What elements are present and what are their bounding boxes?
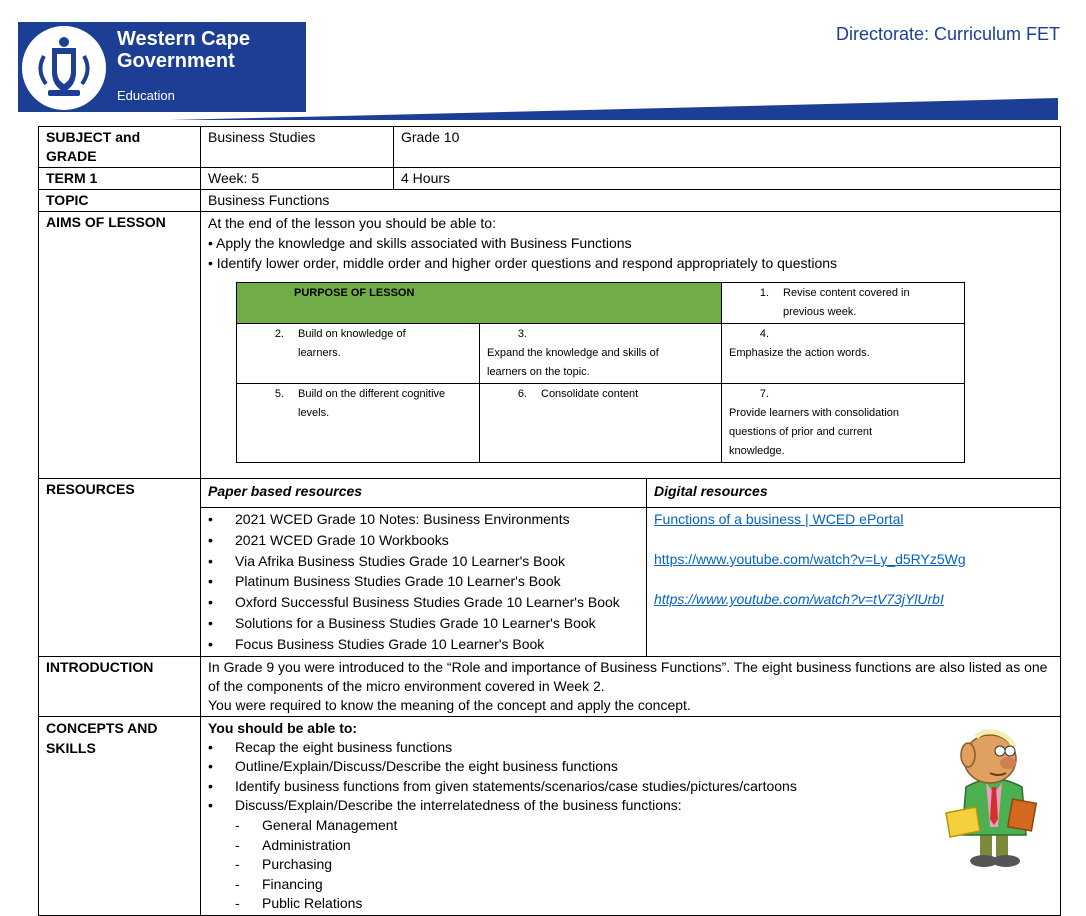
paper-resources-heading: Paper based resources (201, 479, 647, 508)
function-item: - Public Relations (208, 894, 1053, 914)
purpose-item-4: 4.Emphasize the action words. (722, 324, 965, 384)
subject-row (39, 127, 1061, 168)
concept-item: • Recap the eight business functions (208, 738, 1053, 758)
concepts-label (39, 716, 201, 915)
logo-line2: Government (117, 50, 235, 72)
directorate-title: Directorate: Curriculum FET (835, 24, 1060, 44)
concepts-label-line2: SKILLS (46, 739, 96, 756)
purpose-item-6: 6. Consolidate content (480, 384, 722, 463)
resources-label: RESOURCES (39, 479, 201, 657)
concepts-content (201, 716, 1061, 915)
purpose-item-1: 1. Revise content covered in previous week. (722, 283, 965, 324)
week-value: Week: 5 (201, 168, 394, 190)
aims-row (39, 212, 1061, 479)
concept-item: • Identify business functions from given statements/scenarios/case studies/pictures/cartoons (208, 777, 1053, 797)
concept-item: • Outline/Explain/Discuss/Describe the eight business functions (208, 757, 1053, 777)
paper-resource-item: • 2021 WCED Grade 10 Notes: Business Environments (208, 509, 639, 530)
paper-resource-item: • Focus Business Studies Grade 10 Learner's Book (208, 634, 639, 655)
resources-header-row (39, 479, 1061, 508)
topic-label: TOPIC (39, 190, 201, 212)
aims-label: AIMS OF LESSON (39, 212, 201, 479)
paper-resource-item: • Platinum Business Studies Grade 10 Learner's Book (208, 571, 639, 592)
introduction-row (39, 656, 1061, 716)
paper-resources (201, 508, 647, 657)
purpose-title: PURPOSE OF LESSON (237, 283, 722, 324)
aims-bullet-2: • Identify lower order, middle order and higher order questions and respond appropriately to questions (208, 255, 838, 271)
paper-resource-item: • Oxford Successful Business Studies Grade 10 Learner's Book (208, 592, 639, 613)
grade-value: Grade 10 (394, 127, 1061, 168)
purpose-item-3: 3.Expand the knowledge and skills of learners on the topic. (480, 324, 722, 384)
concepts-row (39, 716, 1061, 915)
digital-resources (647, 508, 1061, 657)
eportal-link[interactable]: Functions of a business | WCED ePortal (654, 511, 904, 527)
function-item: - General Management (208, 816, 1053, 836)
function-item: - Purchasing (208, 855, 1053, 875)
paper-resource-item: • Solutions for a Business Studies Grade 10 Learner's Book (208, 613, 639, 634)
hours-value: 4 Hours (394, 168, 1061, 190)
paper-resource-item: • Via Afrika Business Studies Grade 10 Learner's Book (208, 551, 639, 572)
term-row (39, 168, 1061, 190)
purpose-table (236, 282, 965, 463)
logo-subtitle: Education (117, 88, 175, 103)
digital-resources-heading: Digital resources (647, 479, 1061, 508)
concept-item: • Discuss/Explain/Describe the interrelatedness of the business functions: (208, 796, 1053, 816)
purpose-item-5: 5. Build on the different cognitive levels. (237, 384, 480, 463)
topic-value: Business Functions (201, 190, 1061, 212)
introduction-content (201, 656, 1061, 716)
subject-value: Business Studies (201, 127, 394, 168)
subject-label: SUBJECT and GRADE (39, 127, 201, 168)
lesson-plan-table (38, 126, 1061, 916)
topic-row (39, 190, 1061, 212)
logo-line1: Western Cape (117, 28, 251, 50)
term-label: TERM 1 (39, 168, 201, 190)
youtube-link-2[interactable]: https://www.youtube.com/watch?v=tV73jYlUrbI (654, 591, 944, 607)
aims-bullet-1: • Apply the knowledge and skills associated with Business Functions (208, 235, 632, 251)
aims-intro: At the end of the lesson you should be able to: (208, 215, 496, 231)
concepts-heading: You should be able to: (208, 719, 358, 736)
youtube-link-1[interactable]: https://www.youtube.com/watch?v=Ly_d5RYz5Wg (654, 551, 966, 567)
businessman-cartoon-icon (940, 727, 1050, 872)
concepts-label-line1: CONCEPTS AND (46, 719, 158, 736)
paper-resource-item: • 2021 WCED Grade 10 Workbooks (208, 530, 639, 551)
function-item: - Financing (208, 875, 1053, 895)
introduction-line-1: In Grade 9 you were introduced to the “Role and importance of Business Functions”. The eight business functions are also listed as one of the components of the micro environment covered in Week 2. (208, 658, 1048, 694)
function-item: - Administration (208, 836, 1053, 856)
purpose-item-2: 2. Build on knowledge of learners. (237, 324, 480, 384)
purpose-item-7: 7.Provide learners with consolidation questions of prior and current knowledge. (722, 384, 965, 463)
header-swoosh (0, 96, 1086, 122)
page-header (0, 0, 1086, 124)
introduction-label: INTRODUCTION (39, 656, 201, 716)
introduction-line-2: You were required to know the meaning of the concept and apply the concept. (208, 696, 691, 713)
logo-title (117, 28, 250, 72)
aims-content (201, 212, 1061, 479)
